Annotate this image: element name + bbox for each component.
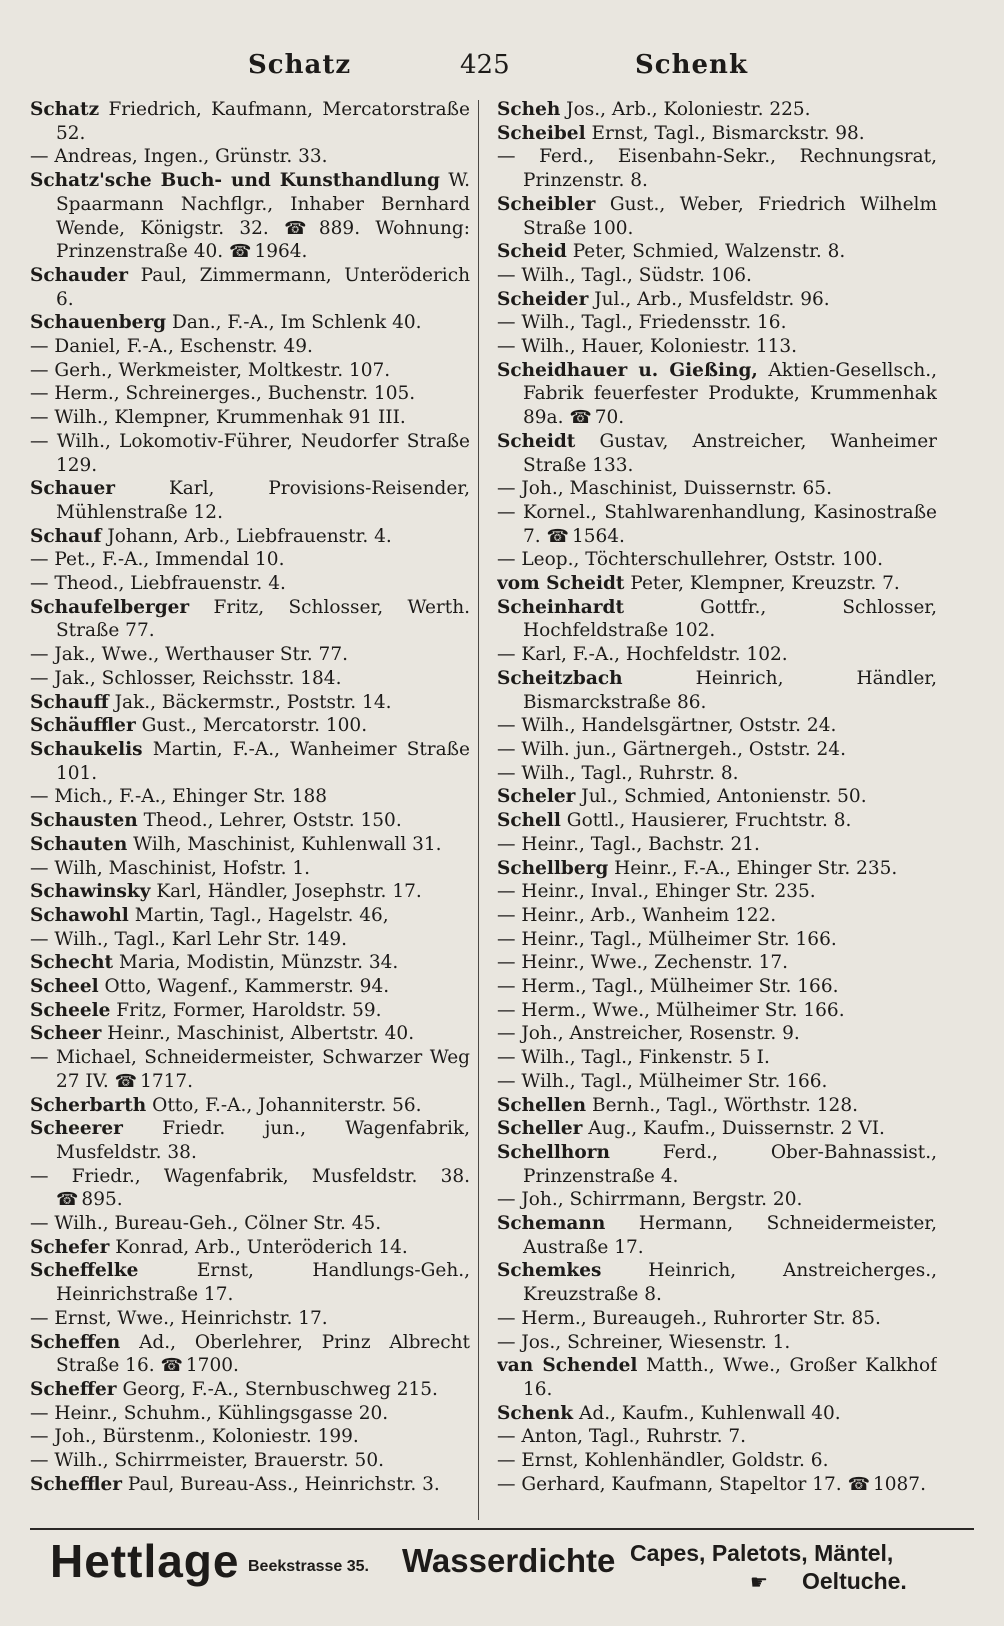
directory-entry: [30, 1236, 470, 1260]
entry-details: — Herm., Tagl., Mülheimer Str. 166.: [497, 976, 839, 998]
entry-surname: Schauer: [30, 478, 116, 500]
footer-advertisement: [30, 1532, 974, 1602]
directory-entry: [30, 833, 470, 857]
directory-entry: [497, 951, 937, 975]
entry-details: Fritz, Schlosser, Werth. Straße 77.: [56, 596, 470, 642]
entry-surname: Scheinhardt: [497, 596, 624, 618]
directory-entry: [497, 762, 937, 786]
entry-details: Gustav, Anstreicher, Wanheimer Straße 133.: [523, 430, 937, 476]
directory-entry: [30, 785, 470, 809]
entry-surname: Schatz'sche Buch- und Kunsthandlung: [30, 170, 440, 192]
entry-details: — Leop., Töchterschullehrer, Oststr. 100.: [497, 549, 884, 571]
directory-entry: [30, 477, 470, 524]
directory-entry: [497, 572, 937, 596]
directory-entry: [30, 1307, 470, 1331]
telephone-number: ☎ 1717.: [115, 1071, 193, 1092]
ad-company-name: Hettlage: [50, 1535, 240, 1587]
directory-entry: [30, 548, 470, 572]
directory-entry: [497, 975, 937, 999]
entry-surname: Scheid: [497, 241, 567, 263]
entry-details: Aktien-Gesellsch., Fabrik feuerfester Produkte, Krummenhak 89a.: [523, 359, 937, 429]
directory-entry: [497, 999, 937, 1023]
entry-details: Otto, Wagenf., Kammerstr. 94.: [98, 976, 390, 998]
directory-entry: [497, 1117, 937, 1141]
entry-details: — Ferd., Eisenbahn-Sekr., Rechnungsrat, Prinzenstr. 8.: [497, 146, 937, 192]
entry-details: Ernst, Tagl., Bismarckstr. 98.: [585, 122, 865, 144]
directory-entry: [30, 1425, 470, 1449]
entry-details: Ad., Oberlehrer, Prinz Albrecht Straße 16.: [56, 1331, 470, 1377]
directory-entry: [497, 928, 937, 952]
page-number: 425: [460, 50, 510, 80]
entry-surname: Schellen: [497, 1094, 587, 1116]
directory-entry: [30, 904, 470, 928]
directory-entry: [30, 1022, 470, 1046]
entry-details: — Wilh., Bureau-Geh., Cölner Str. 45.: [30, 1213, 382, 1235]
entry-details: Martin, F.-A., Wanheimer Straße 101.: [56, 738, 470, 784]
entry-surname: Scheler: [497, 786, 576, 808]
entry-surname: Schäuffler: [30, 715, 136, 737]
directory-entry: [497, 359, 937, 430]
entry-details: Konrad, Arb., Unteröderich 14.: [109, 1236, 408, 1258]
entry-details: — Wilh., Tagl., Finkenstr. 5 I.: [497, 1047, 770, 1069]
entry-surname: Scheffer: [30, 1378, 117, 1400]
entry-surname: Schellberg: [497, 857, 609, 879]
entry-details: W. Spaarmann Nachflgr., Inhaber Bernhard Wende, Königstr. 32.: [56, 170, 470, 239]
entry-surname: Scheel: [30, 976, 99, 998]
entry-surname: Schatz: [30, 99, 100, 120]
entry-details: Gottfr., Schlosser, Hochfeldstraße 102.: [523, 596, 937, 642]
directory-entry: [30, 1259, 470, 1306]
entry-surname: Scheibel: [497, 122, 586, 144]
entry-surname: Schawohl: [30, 904, 129, 926]
page-header: [30, 48, 974, 88]
entry-details: Paul, Zimmermann, Unteröderich 6.: [56, 264, 470, 310]
right-column: [497, 98, 937, 1523]
directory-entry: [497, 785, 937, 809]
entry-details: — Kornel., Stahlwarenhandlung, Kasinostraße 7.: [497, 501, 937, 547]
entry-details: — Wilh. jun., Gärtnergeh., Oststr. 24.: [497, 738, 846, 760]
directory-entry: [30, 572, 470, 596]
entry-details: — Gerhard, Kaufmann, Stapeltor 17.: [497, 1473, 842, 1495]
directory-entry: [497, 809, 937, 833]
entry-surname: Schenk: [497, 1402, 574, 1424]
entry-details: Georg, F.-A., Sternbuschweg 215.: [116, 1378, 438, 1400]
telephone-number: ☎ 895.: [56, 1189, 123, 1210]
telephone-number: ☎ 1700.: [160, 1355, 238, 1376]
directory-entry: [497, 857, 937, 881]
entry-details: Hermann, Schneidermeister, Austraße 17.: [523, 1213, 937, 1258]
directory-entry: [30, 1046, 470, 1093]
entry-details-continued: Wohnung: Prinzenstraße 40.: [56, 217, 470, 263]
entry-details: Aug., Kaufm., Duissernstr. 2 VI.: [582, 1118, 885, 1140]
entry-details: Johann, Arb., Liebfrauenstr. 4.: [101, 525, 392, 547]
directory-entry: [30, 714, 470, 738]
directory-entry: [30, 264, 470, 311]
entry-surname: Scheidt: [497, 430, 576, 452]
entry-details: — Heinr., Tagl., Bachstr. 21.: [497, 833, 760, 855]
directory-entry: [497, 1307, 937, 1331]
directory-entry: [30, 643, 470, 667]
entry-details: — Wilh, Maschinist, Hofstr. 1.: [30, 857, 311, 879]
entry-details: — Joh., Maschinist, Duissernstr. 65.: [497, 478, 832, 500]
entry-details: Jul., Arb., Musfeldstr. 96.: [588, 288, 830, 310]
directory-entry: [30, 975, 470, 999]
entry-details: Heinr., F.-A., Ehinger Str. 235.: [608, 857, 898, 879]
directory-entry: [497, 1188, 937, 1212]
entry-details: — Wilh., Handelsgärtner, Oststr. 24.: [497, 715, 837, 737]
entry-details: Karl, Händler, Josephstr. 17.: [150, 881, 422, 903]
entry-surname: Scheitzbach: [497, 667, 623, 689]
entry-surname: Schaufelberger: [30, 596, 190, 618]
directory-entry: [497, 596, 937, 643]
ad-product: Wasserdichte: [402, 1542, 616, 1579]
directory-entry: [497, 264, 937, 288]
directory-entry: [497, 548, 937, 572]
directory-entry: [497, 430, 937, 477]
entry-surname: Schauder: [30, 264, 128, 286]
entry-details: — Wilh., Tagl., Mülheimer Str. 166.: [497, 1070, 828, 1092]
directory-entry: [30, 359, 470, 383]
entry-details: Friedrich, Kaufmann, Mercatorstraße 52.: [56, 99, 470, 144]
entry-surname: Schauff: [30, 691, 109, 713]
entry-details: Paul, Bureau-Ass., Heinrichstr. 3.: [122, 1473, 440, 1495]
entry-details: Wilh, Maschinist, Kuhlenwall 31.: [127, 833, 442, 855]
entry-details: Heinrich, Anstreicherges., Kreuzstraße 8.: [523, 1260, 937, 1306]
directory-entry: [30, 1212, 470, 1236]
telephone-number: ☎ 1564.: [547, 526, 625, 547]
entry-surname: Schauf: [30, 525, 102, 547]
directory-entry: [30, 1331, 470, 1378]
entry-details: Gust., Mercatorstr. 100.: [135, 715, 368, 737]
entry-surname: van Schendel: [497, 1355, 638, 1377]
directory-entry: [30, 691, 470, 715]
entry-details: — Heinr., Wwe., Zechenstr. 17.: [497, 952, 789, 974]
directory-entry: [497, 1022, 937, 1046]
entry-details: Ernst, Handlungs-Geh., Heinrichstraße 17.: [56, 1260, 470, 1306]
entry-surname: Scheele: [30, 999, 111, 1021]
entry-details: — Pet., F.-A., Immendal 10.: [30, 549, 285, 571]
entry-surname: Schauenberg: [30, 312, 167, 334]
directory-entry: [497, 1354, 937, 1401]
entry-details: — Friedr., Wagenfabrik, Musfeldstr. 38.: [30, 1165, 470, 1187]
directory-entry: [30, 430, 470, 477]
directory-entry: [30, 406, 470, 430]
entry-details: Gottl., Hausierer, Fruchtstr. 8.: [560, 810, 852, 832]
directory-entry: [497, 643, 937, 667]
directory-entry: [497, 833, 937, 857]
directory-entry: [30, 1094, 470, 1118]
column-divider: [478, 100, 479, 1520]
entry-details: — Heinr., Inval., Ehinger Str. 235.: [497, 881, 816, 903]
entry-details: — Joh., Bürstenm., Koloniestr. 199.: [30, 1426, 359, 1448]
entry-surname: Scheffler: [30, 1473, 123, 1495]
entry-details: — Herm., Bureaugeh., Ruhrorter Str. 85.: [497, 1307, 881, 1329]
entry-surname: Schausten: [30, 810, 138, 832]
directory-entry: [30, 928, 470, 952]
telephone-number: ☎ 889.: [284, 218, 360, 239]
entry-surname: Schellhorn: [497, 1141, 610, 1163]
entry-surname: Schefer: [30, 1236, 110, 1258]
entry-details: Karl, Provisions-Reisender, Mühlenstraße 12.: [56, 478, 470, 523]
directory-entry: [497, 98, 937, 122]
entry-details: Theod., Lehrer, Oststr. 150.: [137, 810, 402, 832]
entry-surname: Schauten: [30, 833, 128, 855]
ad-address: Beekstrasse 35.: [248, 1558, 369, 1575]
ad-description-line1: Capes, Paletots, Mäntel,: [630, 1540, 894, 1566]
entry-surname: Scherbarth: [30, 1094, 147, 1116]
directory-entry: [30, 951, 470, 975]
directory-entry: [30, 145, 470, 169]
directory-entry: [497, 288, 937, 312]
entry-surname: Scheer: [30, 1023, 102, 1045]
entry-surname: Schemkes: [497, 1260, 602, 1282]
entry-details: Matth., Wwe., Großer Kalkhof 16.: [523, 1355, 937, 1400]
entry-details: — Daniel, F.-A., Eschenstr. 49.: [30, 336, 313, 358]
directory-entry: [30, 1402, 470, 1426]
entry-details: Peter, Klempner, Kreuzstr. 7.: [624, 573, 900, 595]
entry-surname: Scheibler: [497, 193, 596, 215]
entry-details: — Jos., Schreiner, Wiesenstr. 1.: [497, 1331, 791, 1353]
directory-entry: [497, 1449, 937, 1473]
entry-details: — Wilh., Lokomotiv-Führer, Neudorfer Straße 129.: [30, 430, 470, 476]
header-left-keyword: Schatz: [248, 50, 352, 80]
directory-entry: [30, 857, 470, 881]
entry-details: — Wilh., Tagl., Südstr. 106.: [497, 264, 752, 286]
directory-entry: [30, 311, 470, 335]
directory-entry: [497, 501, 937, 548]
entry-surname: Scheffelke: [30, 1260, 139, 1282]
directory-entry: [30, 596, 470, 643]
directory-entry: [497, 714, 937, 738]
entry-details: — Herm., Schreinerges., Buchenstr. 105.: [30, 383, 416, 405]
entry-surname: Schell: [497, 810, 561, 832]
directory-entry: [497, 477, 937, 501]
directory-entry: [30, 1165, 470, 1212]
entry-details: — Wilh., Tagl., Friedensstr. 16.: [497, 312, 787, 334]
directory-entry: [497, 1070, 937, 1094]
directory-entry: [30, 169, 470, 264]
entry-details: — Jak., Wwe., Werthauser Str. 77.: [30, 644, 348, 666]
entry-details: — Wilh., Tagl., Ruhrstr. 8.: [497, 762, 739, 784]
entry-details: — Wilh., Schirrmeister, Brauerstr. 50.: [30, 1450, 384, 1472]
entry-details: — Michael, Schneidermeister, Schwarzer Weg 27 IV.: [30, 1047, 470, 1092]
directory-entry: [497, 880, 937, 904]
directory-entry: [497, 193, 937, 240]
entry-details: Bernh., Tagl., Wörthstr. 128.: [586, 1094, 858, 1116]
entry-details: — Ernst, Wwe., Heinrichstr. 17.: [30, 1307, 328, 1329]
directory-entry: [497, 1259, 937, 1306]
entry-details: — Herm., Wwe., Mülheimer Str. 166.: [497, 999, 845, 1021]
entry-details: — Theod., Liebfrauenstr. 4.: [30, 573, 286, 595]
directory-entry: [497, 335, 937, 359]
directory-entry: [497, 1473, 937, 1497]
entry-details: Jos., Arb., Koloniestr. 225.: [560, 99, 811, 120]
directory-entry: [30, 999, 470, 1023]
directory-entry: [30, 1473, 470, 1497]
directory-entry: [497, 1402, 937, 1426]
directory-entry: [497, 667, 937, 714]
entry-details: Gust., Weber, Friedrich Wilhelm Straße 100.: [523, 193, 937, 239]
directory-entry: [497, 1094, 937, 1118]
entry-surname: Schecht: [30, 952, 114, 974]
entry-details: — Wilh., Hauer, Koloniestr. 113.: [497, 336, 798, 358]
entry-details: Maria, Modistin, Münzstr. 34.: [113, 952, 399, 974]
entry-surname: Scheerer: [30, 1118, 123, 1140]
entry-details: Dan., F.-A., Im Schlenk 40.: [166, 312, 422, 334]
entry-details: Martin, Tagl., Hagelstr. 46,: [128, 904, 389, 926]
entry-details: — Joh., Anstreicher, Rosenstr. 9.: [497, 1023, 800, 1045]
telephone-number: ☎ 1087.: [848, 1474, 926, 1495]
entry-details: — Wilh., Tagl., Karl Lehr Str. 149.: [30, 928, 348, 950]
entry-details: — Heinr., Arb., Wanheim 122.: [497, 904, 777, 926]
directory-entry: [30, 382, 470, 406]
entry-details: — Joh., Schirrmann, Bergstr. 20.: [497, 1189, 803, 1211]
left-column: [30, 98, 470, 1523]
directory-entry: [497, 1331, 937, 1355]
entry-details: — Andreas, Ingen., Grünstr. 33.: [30, 146, 328, 168]
directory-entry: [30, 880, 470, 904]
footer-rule: [30, 1528, 974, 1530]
directory-entry: [497, 904, 937, 928]
directory-entry: [497, 1212, 937, 1259]
directory-entry: [30, 1117, 470, 1164]
entry-surname: Schaukelis: [30, 738, 143, 760]
directory-entry: [497, 311, 937, 335]
entry-surname: Scheider: [497, 288, 589, 310]
entry-details: — Gerh., Werkmeister, Moltkestr. 107.: [30, 359, 391, 381]
directory-entry: [30, 335, 470, 359]
pointing-hand-icon: ☛: [750, 1570, 768, 1594]
entry-details: Heinrich, Händler, Bismarckstraße 86.: [523, 667, 937, 713]
entry-surname: vom Scheidt: [497, 573, 625, 595]
directory-entry: [497, 1425, 937, 1449]
entry-details: Jak., Bäckermstr., Poststr. 14.: [108, 691, 392, 713]
entry-details: — Heinr., Schuhm., Kühlingsgasse 20.: [30, 1402, 389, 1424]
entry-details: — Jak., Schlosser, Reichsstr. 184.: [30, 667, 342, 689]
entry-details: — Mich., F.-A., Ehinger Str. 188: [30, 786, 328, 808]
entry-details: — Heinr., Tagl., Mülheimer Str. 166.: [497, 928, 837, 950]
entry-surname: Scheh: [497, 99, 561, 120]
telephone-number: ☎ 70.: [569, 407, 624, 428]
directory-entry: [497, 122, 937, 146]
directory-entry: [30, 667, 470, 691]
entry-surname: Scheller: [497, 1118, 583, 1140]
directory-entry: [30, 738, 470, 785]
entry-details: Fritz, Former, Haroldstr. 59.: [110, 999, 382, 1021]
directory-entry: [497, 1141, 937, 1188]
directory-entry: [30, 98, 470, 145]
entry-details: Ad., Kaufm., Kuhlenwall 40.: [573, 1402, 841, 1424]
directory-entry: [497, 738, 937, 762]
entry-details: Otto, F.-A., Johanniterstr. 56.: [146, 1094, 422, 1116]
entry-details: — Anton, Tagl., Ruhrstr. 7.: [497, 1426, 746, 1448]
entry-details: Friedr. jun., Wagenfabrik, Musfeldstr. 38.: [56, 1118, 470, 1163]
directory-entry: [497, 240, 937, 264]
directory-entry: [30, 809, 470, 833]
entry-details: — Wilh., Klempner, Krummenhak 91 III.: [30, 407, 406, 429]
entry-surname: Schemann: [497, 1213, 606, 1235]
entry-surname: Schawinsky: [30, 881, 151, 903]
directory-entry: [30, 1449, 470, 1473]
entry-details: — Karl, F.-A., Hochfeldstr. 102.: [497, 644, 788, 666]
directory-entry: [30, 1378, 470, 1402]
entry-surname: Scheffen: [30, 1331, 121, 1353]
directory-entry: [497, 1046, 937, 1070]
entry-details: Peter, Schmied, Walzenstr. 8.: [566, 241, 846, 263]
ad-description-line2: Oeltuche.: [802, 1568, 907, 1594]
entry-surname: Scheidhauer u. Gießing,: [497, 359, 758, 381]
header-right-keyword: Schenk: [635, 50, 748, 80]
directory-entry: [497, 145, 937, 192]
entry-details: — Ernst, Kohlenhändler, Goldstr. 6.: [497, 1450, 829, 1472]
entry-details: Heinr., Maschinist, Albertstr. 40.: [101, 1023, 415, 1045]
telephone-number: ☎ 1964.: [229, 241, 307, 262]
entry-details: Jul., Schmied, Antonienstr. 50.: [575, 786, 867, 808]
entry-details: Ferd., Ober-Bahnassist., Prinzenstraße 4.: [523, 1141, 937, 1187]
directory-entry: [30, 525, 470, 549]
